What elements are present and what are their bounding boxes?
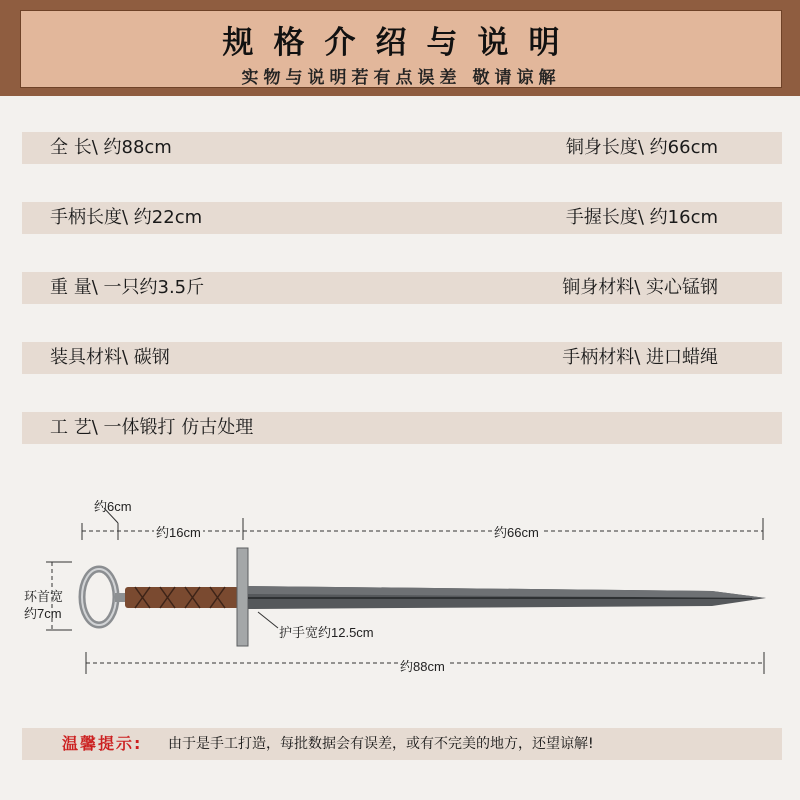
notice-text: 由于是手工打造，每批数据会有误差，或有不完美的地方，还望谅解! xyxy=(168,736,594,752)
spec-grip-length: 手握长度\ 约16cm xyxy=(565,207,718,228)
dim-guard-width: 护手宽约12.5cm xyxy=(279,625,374,640)
dim-total-length: 约88cm xyxy=(398,656,447,675)
dim-ring-length: 约6cm xyxy=(94,499,132,514)
spec-total-length: 全 长\ 约88cm xyxy=(50,137,172,158)
spec-handle-material: 手柄材料\ 进口蜡绳 xyxy=(562,347,718,368)
spec-body-length: 铜身长度\ 约66cm xyxy=(565,137,718,158)
dim-ring-width: 约7cm xyxy=(24,606,62,621)
dim-grip-length: 约16cm xyxy=(154,522,203,541)
notice-label: 温馨提示: xyxy=(62,734,143,753)
spec-handle-length: 手柄长度\ 约22cm xyxy=(50,207,203,228)
spec-weight: 重 量\ 一只约3.5斤 xyxy=(50,277,205,298)
dim-ring-width-label: 环首宽 xyxy=(24,589,64,604)
dim-blade-length: 约66cm xyxy=(492,522,541,541)
spec-craft: 工 艺\ 一体锻打 仿古处理 xyxy=(50,417,254,438)
notice-bar xyxy=(22,728,782,760)
crossguard xyxy=(237,548,248,646)
spec-body-material: 锏身材料\ 实心锰钢 xyxy=(562,277,718,298)
sword-illustration xyxy=(82,548,766,646)
ring-pommel-highlight xyxy=(82,569,116,625)
page-subtitle: 实物与说明若有点误差 敬请谅解 xyxy=(241,68,561,88)
spec-fitting-material: 装具材料\ 碳钢 xyxy=(50,347,170,368)
page-title: 规格介绍与说明 xyxy=(222,25,580,61)
